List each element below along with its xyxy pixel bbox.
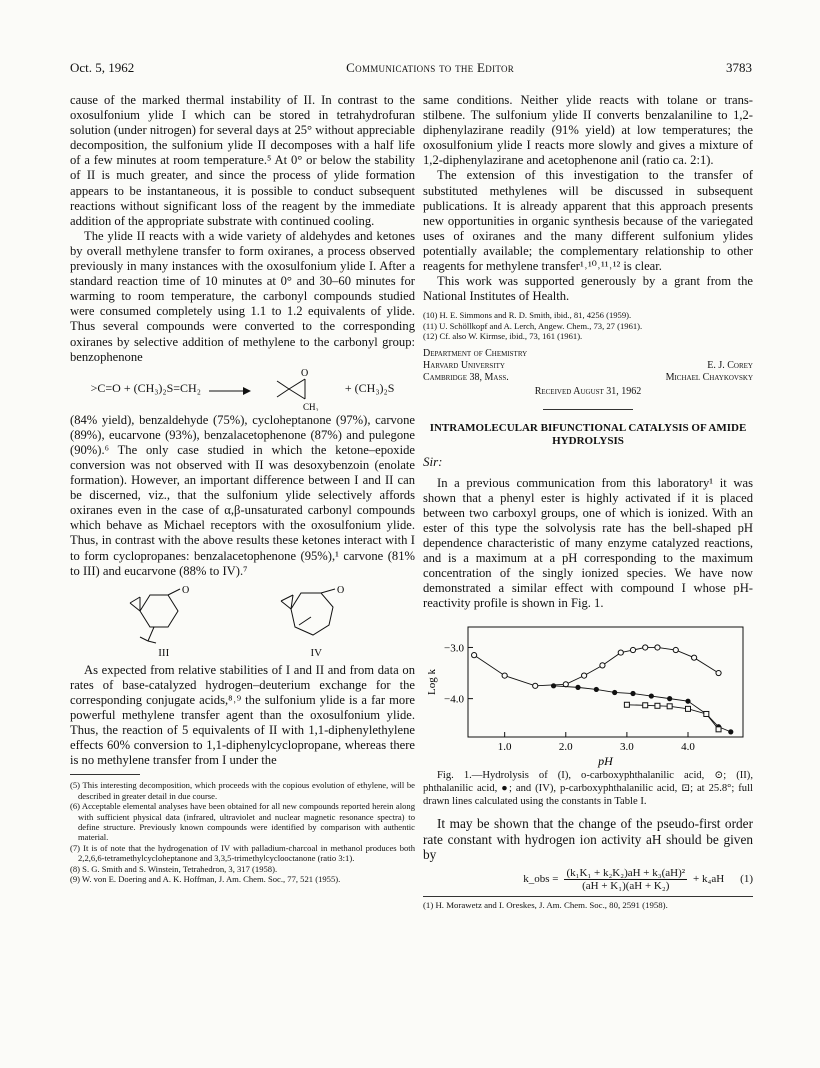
x-tick-label: 4.0 — [681, 741, 695, 754]
footnote: (6) Acceptable elemental analyses have been obtained for all new compounds reported herein along with sufficient physical data (infrared, ultraviolet and nuclear magnetic resonance spectra) to define structure. Previously known compounds were identified by comparison with authentic material. — [70, 801, 415, 843]
separator-rule — [543, 409, 633, 410]
paragraph: The ylide II reacts with a wide variety of aldehydes and ketones by overall methylene transfer to form oxiranes, a process observed previously in many instances with the oxosulfonium ylide I. After a standard reaction time of 10 minutes at 0° and 30–60 minutes for warming to room temperature, the carbonyl compounds studied were consumed completely using 1.1 to 1.2 equivalents of ylide. Thus several compounds were converted to the corresponding oxiranes by selective addition of methylene to the carbonyl group: benzophenone — [70, 228, 415, 364]
equation-number: (1) — [740, 873, 753, 886]
oxygen-label: O — [300, 367, 309, 379]
series-line — [554, 686, 731, 732]
x-tick-label: 2.0 — [558, 741, 573, 754]
paragraph: The extension of this investigation to the transfer of substituted methylenes will be discussed in subsequent publications. It is already apparent that this approach presents new opportunities in organic synthesis because of the variegated uses of oxiranes and the many different sulfonium ylides potentially available; the complementary relationship to other reagents for methylene transfer¹˒¹⁰˒¹¹˒¹² is clear. — [423, 168, 753, 274]
footnote: (11) U. Schöllkopf and A. Lerch, Angew. Chem., 73, 27 (1961). — [423, 320, 643, 331]
paragraph: (84% yield), benzaldehyde (75%), cycloheptanone (97%), carvone (89%), eucarvone (93%), benzalacetophenone (87%) and pulegone (90%).⁶ The only case studied in which the ketone–epoxide conversion was not observed with II was desoxybenzoin (enolate formation). However, an important difference between I and II can be discerned, viz., that the sulfonium ylide selectively affords oxiranes even in the case of α,β-unsaturated carbonyl compounds which behave as Michael receptors with the oxosulfonium ylide. Thus, in contrast with the above results these ketones interact with I to form cyclopropanes: benzalacetophenone (95%),¹ carvone (81% to III) and eucarvone (88% to IV).⁷ — [70, 412, 415, 578]
data-point — [624, 703, 629, 708]
y-tick-label: −4.0 — [444, 694, 464, 707]
data-point — [594, 687, 599, 692]
data-point — [472, 653, 477, 658]
footnote: (9) W. von E. Doering and A. K. Hoffman, J. Am. Chem. Soc., 77, 521 (1955). — [70, 874, 341, 885]
data-point — [673, 648, 678, 653]
ch2-label: CH₂ — [302, 401, 319, 411]
data-point — [667, 704, 672, 709]
affil-department: Department of Chemistry — [423, 347, 528, 359]
author-name: E. J. Corey — [707, 359, 753, 371]
footnote: (10) H. E. Simmons and R. D. Smith, ibid., 81, 4256 (1959). — [423, 310, 632, 321]
data-point — [643, 645, 648, 650]
data-point — [649, 694, 654, 699]
structures-row — [90, 585, 395, 659]
data-point — [533, 684, 538, 689]
article-title: INTRAMOLECULAR BIFUNCTIONAL CATALYSIS OF AMIDE HYDROLYSIS — [429, 421, 747, 447]
structure-III — [124, 585, 204, 659]
salutation: Sir: — [423, 453, 443, 469]
footnote-rule — [70, 774, 140, 775]
paragraph: In a previous communication from this laboratory¹ it was shown that a phenyl ester is highly activated if it is placed between two carboxyl groups, one of which is ionized. With an ester of this type the solvolysis rate has the bell-shaped pH dependence characteristic of many enzyme catalyzed reactions, and is a maximum at a pH corresponding to the maximum concentration of the singly ionized species. We have now demonstrated a similar effect with compound I whose pH-reactivity profile is shown in Fig. 1. — [423, 475, 753, 611]
data-point — [655, 645, 660, 650]
footnote: (1) H. Morawetz and I. Oreskes, J. Am. Chem. Soc., 80, 2591 (1958). — [423, 896, 753, 910]
structure-IV — [271, 585, 361, 659]
header-journal: Communications to the Editor — [346, 60, 515, 75]
received-date: Received August 31, 1962 — [534, 385, 642, 397]
affil-city: Cambridge 38, Mass. — [423, 371, 509, 383]
structure-label: IV — [310, 646, 323, 659]
data-point — [502, 673, 507, 678]
epoxide-structure — [207, 369, 269, 409]
paragraph: As expected from relative stabilities of I and II and from data on rates of base-catalyzed hydrogen–deuterium exchange for the corresponding conjugate acids,⁸˒⁹ the sulfonium ylide is a far more powerful methylene transfer agent than the oxosulfonium ylide. Thus, the reaction of 5 equivalents of II with 1,1-diphenylethylene effects 60% conversion to 1,1-diphenylcyclopropane, whereas there is no methylene transfer from I under the — [70, 662, 415, 768]
structure-label: III — [158, 646, 170, 659]
footnote: (5) This interesting decomposition, which proceeds with the copious evolution of ethylene, will be described in greater detail in due course. — [70, 780, 415, 801]
footnote: (7) It is of note that the hydrogenation of IV with palladium-charcoal in methanol produces both 2,2,6,6-tetramethylcycloheptanone and 3,3,5-trimethylcyclooctanone (ratio 3:1). — [70, 842, 415, 864]
running-header — [70, 60, 752, 78]
equation-denominator: (aH + K₁)(aH + K₂) — [582, 879, 670, 892]
svg-text:O: O — [181, 584, 189, 596]
data-point — [582, 673, 587, 678]
affiliation-block — [423, 348, 753, 384]
data-point — [618, 650, 623, 655]
author-name: Michael Chaykovsky — [665, 371, 753, 383]
paragraph: This work was supported generously by a grant from the National Institutes of Health. — [423, 274, 753, 304]
reaction-equation — [70, 367, 415, 411]
svg-text:O: O — [337, 584, 345, 596]
data-point — [655, 704, 660, 709]
right-column — [423, 93, 753, 910]
equation-byproduct: + (CH₃)₂S — [344, 381, 395, 396]
equation-fraction — [564, 867, 687, 892]
header-page-number: 3783 — [726, 60, 752, 75]
series-line — [627, 705, 719, 730]
oxirane-ring-icon — [275, 367, 339, 411]
equation-reactants: >C=O + (CH₃)₂S=CH₂ — [90, 381, 201, 396]
affil-university: Harvard University — [423, 359, 505, 371]
y-axis-label: Log k — [426, 669, 438, 696]
x-axis-label: pH — [598, 754, 613, 769]
cyclopropane-ketone-IV-icon — [271, 585, 361, 647]
data-point — [667, 696, 672, 701]
footnote: (12) Cf. also W. Kirmse, ibid., 73, 161 (1961). — [423, 331, 583, 342]
data-point — [643, 703, 648, 708]
data-point — [551, 684, 556, 689]
data-point — [692, 655, 697, 660]
equation-numerator: (k₁K₁ + k₂K₂)aH + k₃(aH)² — [566, 866, 686, 879]
left-column — [70, 93, 415, 884]
data-point — [716, 727, 721, 732]
figure-1-chart — [423, 619, 753, 769]
plot-frame — [468, 627, 743, 737]
data-point — [685, 699, 690, 704]
paragraph: It may be shown that the change of the pseudo-first order rate constant with hydrogen ion activity aH should be given by — [423, 816, 753, 863]
cyclopropane-ketone-III-icon — [124, 585, 204, 647]
figure-caption: Fig. 1.—Hydrolysis of (I), o-carboxyphthalanilic acid, ⊙; (II), phthalanilic acid, ●; and (IV), p-carboxyphthalanilic acid, ⊡; at 25.8°; full drawn lines calculated using the constants in Table I. — [423, 770, 753, 808]
data-point — [728, 730, 733, 735]
data-point — [600, 663, 605, 668]
data-point — [716, 671, 721, 676]
data-point — [704, 712, 709, 717]
data-point — [630, 648, 635, 653]
data-point — [612, 690, 617, 695]
equation-tail: + k₄aH — [693, 873, 725, 886]
x-tick-label: 3.0 — [620, 741, 634, 754]
series-line — [474, 648, 718, 686]
footnote: (8) S. G. Smith and S. Winstein, Tetrahedron, 3, 317 (1958). — [70, 863, 278, 874]
paragraph: same conditions. Neither ylide reacts with tolane or trans-stilbene. The sulfonium ylide II converts benzalaniline to 1,2-diphenylazirane readily (91% yield) at low temperatures; the oxosulfonium ylide I reacts more slowly and gives a mixture of 1,2-diphenylazirane and acetophenone anil (ratio ca. 2:1). — [423, 93, 753, 168]
y-tick-label: −3.0 — [444, 642, 464, 655]
data-point — [686, 707, 691, 712]
equation-1 — [423, 867, 753, 892]
paragraph: cause of the marked thermal instability of II. In contrast to the oxosulfonium ylide I which can be stored in tetrahydrofuran solution (under nitrogen) for several days at 25° without appreciable decomposition, the sulfonium ylide II decomposes with a half life of a few minutes at room temperature.⁵ At 0° or below the stability of II is much greater, and since the process of ylide formation appears to be instantaneous, it is possible to conduct subsequent reactions without significant loss of the reagent by the immediate addition of the appropriate substrate with continued cooling. — [70, 93, 415, 228]
x-tick-label: 1.0 — [497, 741, 512, 754]
data-point — [575, 685, 580, 690]
data-point — [630, 691, 635, 696]
equation-lhs: k_obs = — [523, 873, 559, 886]
header-date: Oct. 5, 1962 — [70, 60, 135, 75]
